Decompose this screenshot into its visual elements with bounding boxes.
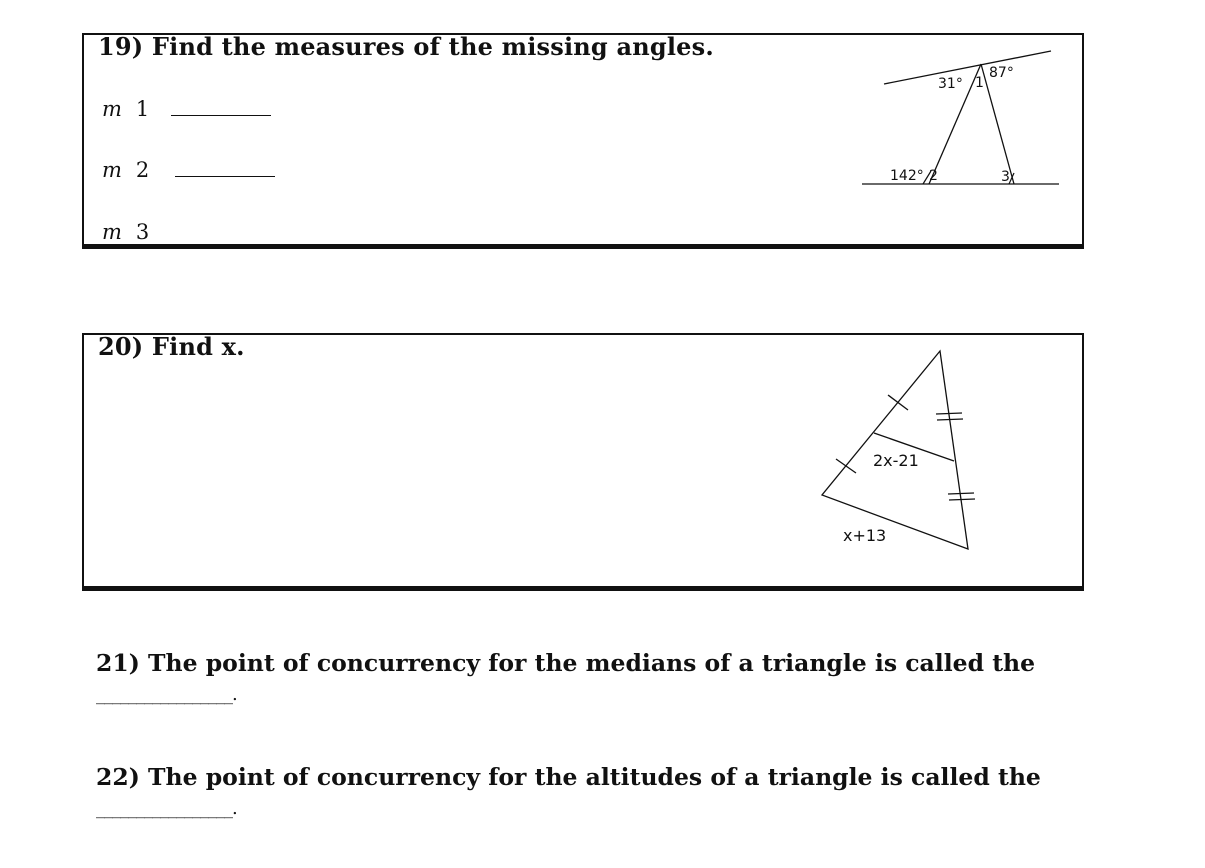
triangle-outline bbox=[822, 351, 968, 549]
angle-number: 2 bbox=[135, 158, 150, 182]
right-side-line bbox=[981, 64, 1014, 184]
base-label: x+13 bbox=[843, 526, 887, 545]
tick-mark-lower-left bbox=[836, 459, 856, 473]
question-20-box bbox=[82, 333, 1084, 591]
double-tick-upper-a bbox=[936, 413, 962, 414]
angle-31-label: 31° bbox=[938, 76, 963, 92]
double-tick-lower-b bbox=[949, 499, 975, 500]
tick-mark-upper-left bbox=[888, 395, 908, 410]
measure-symbol: m bbox=[102, 158, 122, 182]
triangle-midsegment-figure bbox=[84, 335, 1084, 585]
double-tick-lower-a bbox=[948, 493, 974, 494]
question-21-text: 21) The point of concurrency for the medians of a triangle is called the bbox=[96, 649, 1036, 677]
double-tick-upper-b bbox=[937, 419, 963, 420]
measure-symbol: m bbox=[102, 220, 122, 244]
question-20-title: 20) Find x. bbox=[98, 332, 245, 361]
question-19-box bbox=[82, 33, 1084, 249]
question-22-answer-blank[interactable]: _________________. bbox=[96, 798, 237, 819]
angle-number: 3 bbox=[135, 220, 150, 244]
question-19-title: 19) Find the measures of the missing angles. bbox=[98, 32, 714, 61]
angle-87-label: 87° bbox=[989, 65, 1014, 81]
question-21-answer-blank[interactable]: _________________. bbox=[96, 684, 237, 705]
top-transversal-line bbox=[884, 51, 1051, 84]
angles-figure bbox=[84, 35, 1084, 245]
measure-symbol: m bbox=[102, 97, 122, 121]
question-22-text: 22) The point of concurrency for the altitudes of a triangle is called the bbox=[96, 763, 1041, 791]
angle-2-label: 2 bbox=[929, 168, 938, 184]
angle-3-label: 3 bbox=[1001, 169, 1010, 185]
midsegment-label: 2x-21 bbox=[873, 451, 919, 470]
angle-1-label: 1 bbox=[975, 75, 984, 91]
angle-number: 1 bbox=[135, 97, 150, 121]
angle-142-label: 142° bbox=[890, 168, 924, 184]
